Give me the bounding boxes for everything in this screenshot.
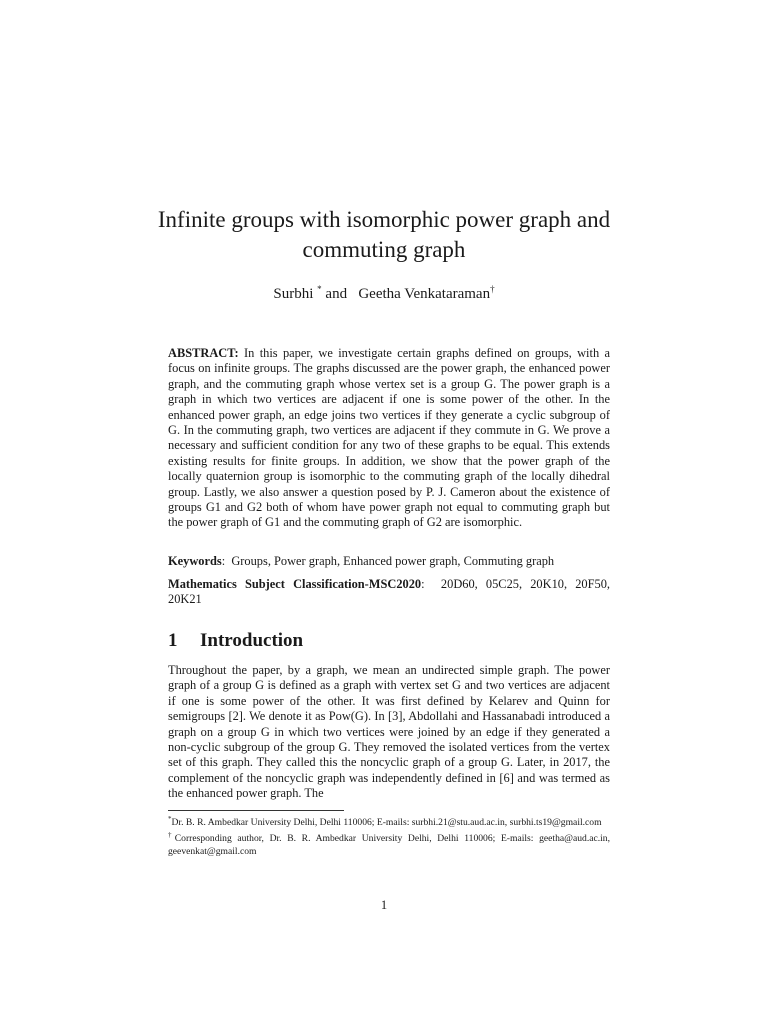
footnote-2-mark: † xyxy=(168,831,175,840)
author-list xyxy=(100,279,668,304)
footnote-1-text: Dr. B. R. Ambedkar University Delhi, Delhi 110006; E-mails: surbhi.21@stu.aud.ac.in, surbhi.ts19@gmail.com xyxy=(171,817,602,829)
title-line-2: commuting graph xyxy=(302,237,466,262)
author-2: Geetha Venkataraman xyxy=(358,286,491,302)
section-title: Introduction xyxy=(200,630,304,651)
abstract-label: ABSTRACT: xyxy=(168,346,239,360)
author-1: Surbhi xyxy=(273,286,314,302)
footnotes xyxy=(168,813,610,858)
keywords-text: Groups, Power graph, Enhanced power graph, Commuting graph xyxy=(231,554,555,568)
msc-text: 20D60, 05C25, 20K10, 20F50, 20K21 xyxy=(168,577,611,607)
footnote-1 xyxy=(168,813,610,829)
section-number: 1 xyxy=(168,630,178,651)
introduction-body xyxy=(168,663,610,802)
paper-title xyxy=(100,205,668,265)
author-conjunction: and xyxy=(325,286,348,302)
footnote-1-mark: * xyxy=(168,815,172,823)
author-1-footnote-mark: * xyxy=(317,284,322,294)
msc-label: Mathematics Subject Classification-MSC2020 xyxy=(168,577,422,591)
keywords-label: Keywords xyxy=(168,554,222,568)
footnote-rule xyxy=(168,810,344,811)
abstract xyxy=(168,346,610,531)
keywords: Keywords: Groups, Power graph, Enhanced power graph, Commuting graph xyxy=(168,554,555,568)
title-line-1: Infinite groups with isomorphic power graph and xyxy=(157,207,611,232)
footnote-2-text: Corresponding author, Dr. B. R. Ambedkar University Delhi, Delhi 110006; E-mails: geetha@aud.ac.in, geevenkat@gmail.com xyxy=(168,833,610,857)
msc-classification: Mathematics Subject Classification-MSC2020: 20D60, 05C25, 20K10, 20F50, 20K21 xyxy=(168,577,611,607)
author-2-footnote-mark: † xyxy=(490,284,495,294)
abstract-text: In this paper, we investigate certain graphs defined on groups, with a focus on infinite groups. The graphs discussed are the power graph, the enhanced power graph, and the commuting graph whose vertex set is a group G. The power graph is a graph in which two vertices are adjacent if one is some power of the other. In the enhanced power graph, an edge joins two vertices if they generate a cyclic subgroup of G. In the commuting graph, two vertices are adjacent if they commute in G. We prove a necessary and sufficient condition for any two of these graphs to be equal. This extends existing results for finite groups. In addition, we show that the power graph of the locally quaternion group is isomorphic to the commuting graph of the locally dihedral group. Lastly, we also answer a question posed by P. J. Cameron about the existence of groups G1 and G2 both of whom have power graph not equal to commuting graph but the power graph of G1 and the commuting graph of G2 are isomorphic. xyxy=(168,346,610,530)
page-number: 1 xyxy=(380,898,388,912)
intro-paragraph: Throughout the paper, by a graph, we mean an undirected simple graph. The power graph of a group G is defined as a graph with vertex set G and two vertices are adjacent if one is some power of the other. It was first defined by Kelarev and Quinn for semigroups [2]. We denote it as Pow(G). In [3], Abdollahi and Hassanabadi introduced a graph on a group G in which two vertices were joined by an edge if they generated a non-cyclic subgroup of the group G. They removed the isolated vertices from the vertex set of this graph. They called this the noncyclic graph of a group G. Later, in 2017, the complement of the noncyclic graph was independently defined in [6] and was termed as the enhanced power graph. The xyxy=(168,663,610,801)
footnote-2 xyxy=(168,829,610,858)
section-heading xyxy=(168,629,610,653)
